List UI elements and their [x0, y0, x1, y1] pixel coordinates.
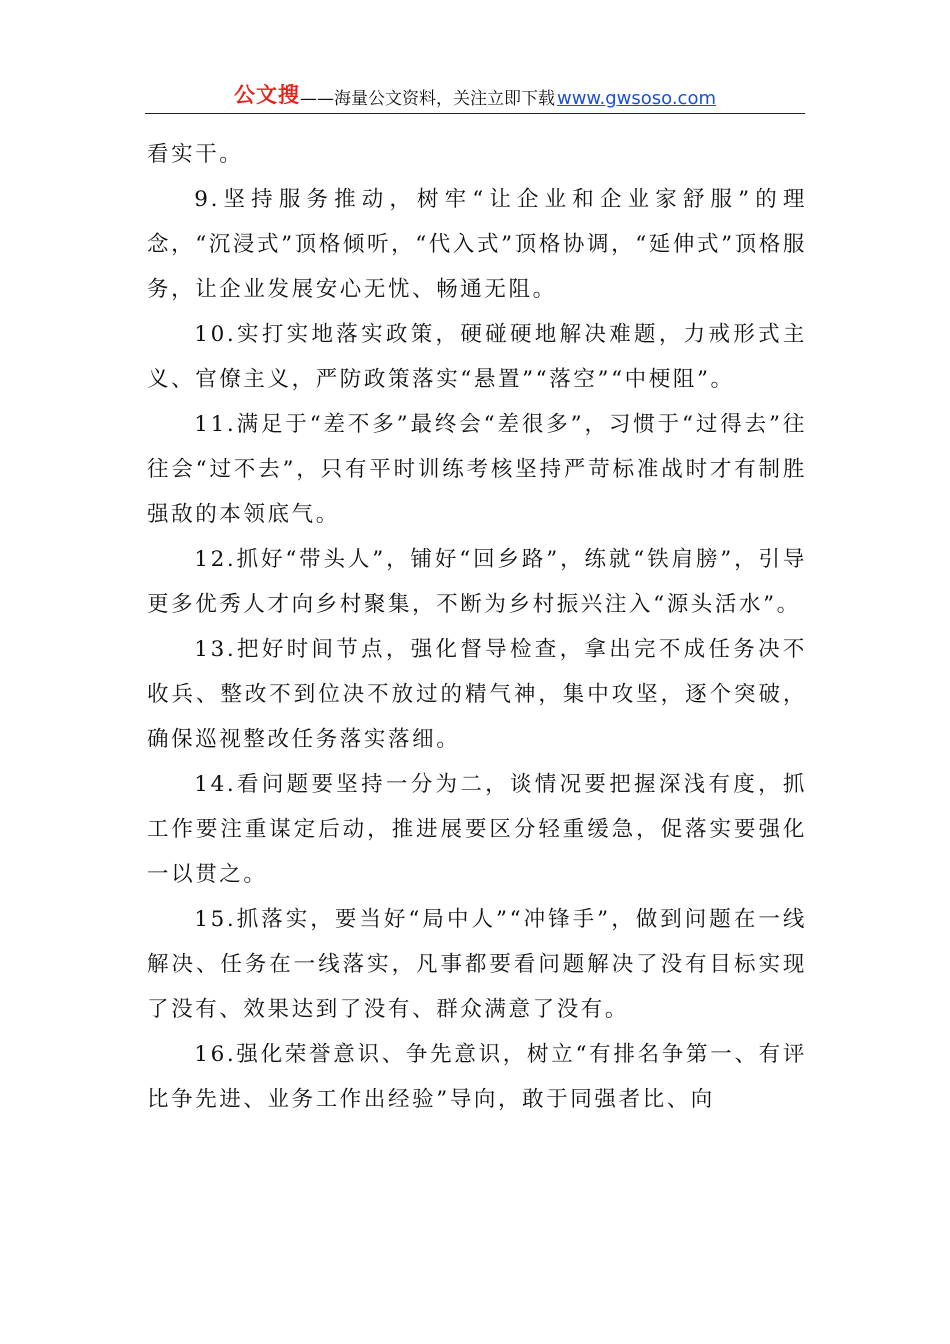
paragraph-continuation: 看实干。 [147, 142, 244, 167]
website-link[interactable]: www.gwsoso.com [556, 88, 716, 109]
document-body [147, 132, 807, 1122]
paragraph-item-9: 9.坚持服务推动，树牢“让企业和企业家舒服”的理念，“沉浸式”顶格倾听，“代入式”顶格协调，“延伸式”顶格服务，让企业发展安心无忧、畅通无阻。 [147, 187, 807, 302]
paragraph-item-12: 12.抓好“带头人”，铺好“回乡路”，练就“铁肩膀”，引导更多优秀人才向乡村聚集，不断为乡村振兴注入“源头活水”。 [147, 547, 807, 617]
page-header [145, 80, 805, 114]
paragraph-item-15: 15.抓落实，要当好“局中人”“冲锋手”，做到问题在一线解决、任务在一线落实，凡事都要看问题解决了没有目标实现了没有、效果达到了没有、群众满意了没有。 [147, 907, 807, 1022]
brand-logo-text: 公文搜 [233, 83, 300, 107]
paragraph-item-16: 16.强化荣誉意识、争先意识，树立“有排名争第一、有评比争先进、业务工作出经验”导向，敢于同强者比、向 [147, 1042, 807, 1112]
paragraph-item-11: 11.满足于“差不多”最终会“差很多”，习惯于“过得去”往往会“过不去”，只有平时训练考核坚持严苛标准战时才有制胜强敌的本领底气。 [147, 412, 807, 527]
paragraph-item-13: 13.把好时间节点，强化督导检查，拿出完不成任务决不收兵、整改不到位决不放过的精气神，集中攻坚，逐个突破，确保巡视整改任务落实落细。 [147, 637, 807, 752]
paragraph-item-14: 14.看问题要坚持一分为二，谈情况要把握深浅有度，抓工作要注重谋定后动，推进展要区分轻重缓急，促落实要强化一以贯之。 [147, 772, 807, 887]
header-tagline: ——海量公文资料，关注立即下载 [299, 89, 555, 109]
paragraph-item-10: 10.实打实地落实政策，硬碰硬地解决难题，力戒形式主义、官僚主义，严防政策落实“悬置”“落空”“中梗阻”。 [147, 322, 807, 392]
